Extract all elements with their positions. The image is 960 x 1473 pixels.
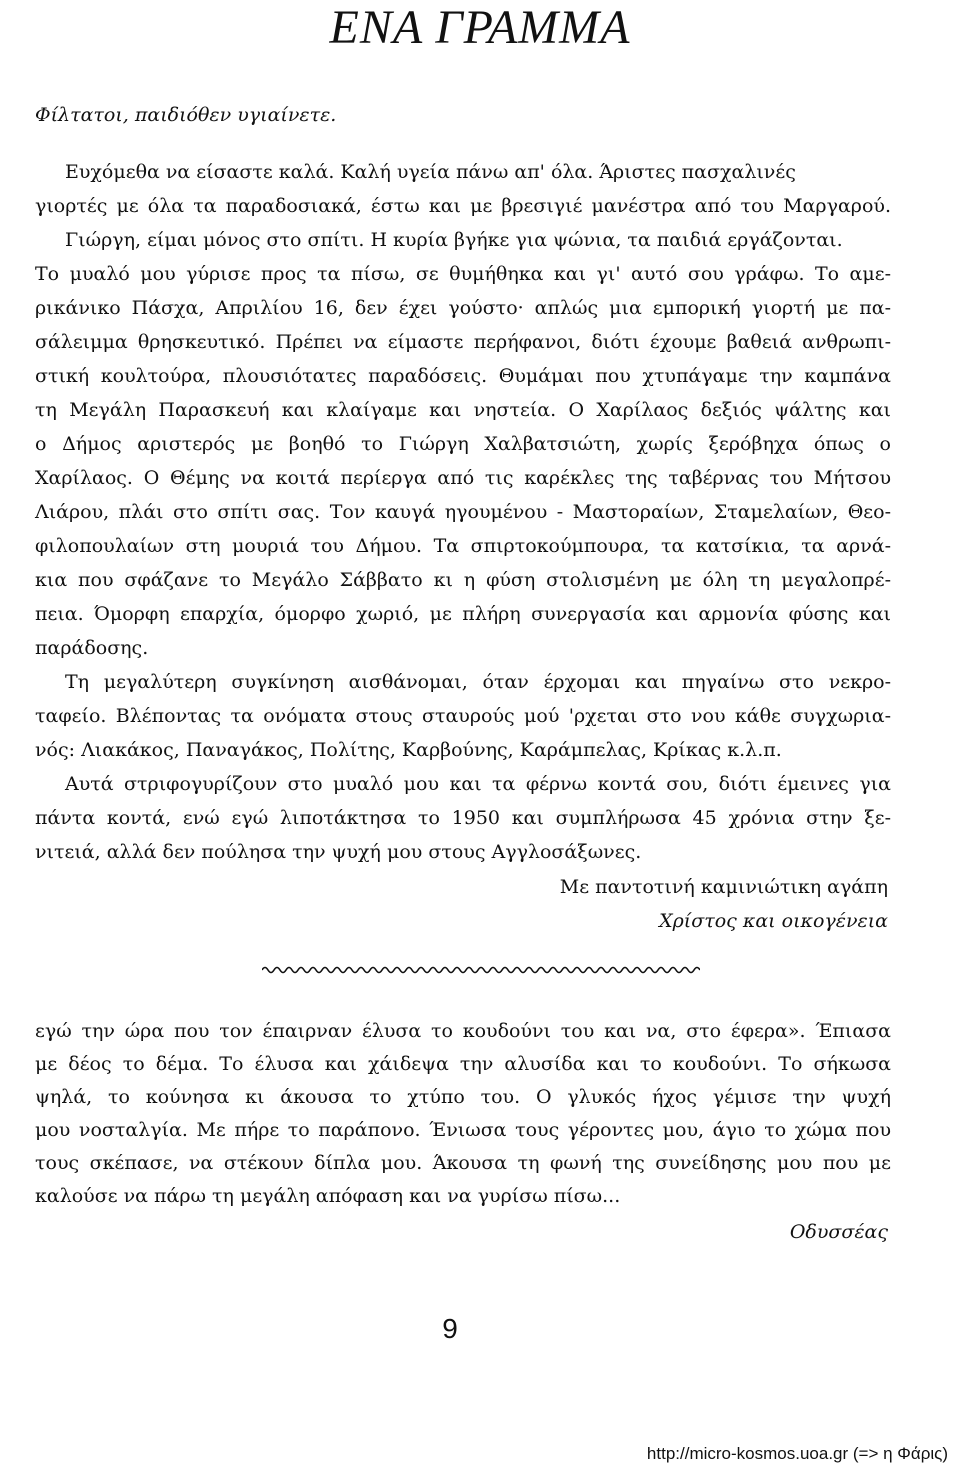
letter-line: Ευχόμεθα να είσαστε καλά. Καλή υγεία πάνω απ' όλα. Άριστες πασχαλινές [65, 161, 796, 183]
letter-line: φιλοπουλαίων στη μουριά του Δήμου. Τα σπιρτοκούμπουρα, τα κατσίκια, τα αρνά- [35, 535, 891, 557]
letter-line: Τη μεγαλύτερη συγκίνηση αισθάνομαι, όταν έρχομαι και πηγαίνω στο νεκρο- [65, 671, 891, 693]
letter-line: ο Δήμος αριστερός με βοηθό το Γιώργη Χαλβατσιώτη, χωρίς ξερόβηχα όπως ο [35, 433, 891, 455]
closing-line: Με παντοτινή καμινιώτικη αγάπη [559, 876, 888, 898]
excerpt-line: ψηλά, το κούνησα κι άκουσα το χτύπο του. Ο γλυκός ήχος γέμισε την ψυχή [35, 1086, 891, 1108]
letter-line: νιτειά, αλλά δεν πούλησα την ψυχή μου στους Αγγλοσάξωνες. [35, 841, 642, 863]
letter-line: τη Μεγάλη Παρασκευή και κλαίγαμε και νηστεία. Ο Χαρίλαος δεξιός ψάλτης και [35, 399, 891, 421]
excerpt-line: μου νοσταλγία. Με πήρε το παράπονο. Ένιωσα τους γέροντες μου, άγιο το χώμα που [35, 1119, 891, 1141]
letter-line: πάντα κοντά, ενώ εγώ λιποτάκτησα το 1950 και συμπλήρωσα 45 χρόνια στην ξε- [35, 807, 891, 829]
letter-line: πεια. Όμορφη επαρχία, όμορφο χωριό, με πλήρη συνεργασία και αρμονία φύσης και [35, 603, 891, 625]
letter-line: ρικάνικο Πάσχα, Απριλίου 16, δεν έχει γούστο· απλώς μια εμπορική γιορτή με πα- [35, 297, 891, 319]
source-footer: http://micro-kosmos.uoa.gr (=> η Φάρις) [646, 1444, 948, 1463]
excerpt-line: τους σκέπασε, να στέκουν δίπλα μου. Άκουσα τη φωνή της συνείδησης μου που με [35, 1152, 891, 1174]
letter-line: σάλειμμα θρησκευτικό. Πρέπει να είμαστε περήφανοι, διότι έχουμε βαθειά ανθρωπι- [35, 331, 891, 353]
excerpt-line: με δέος το δέμα. Το έλυσα και χάιδεψα την αλυσίδα και το κουδούνι. Το σήκωσα [35, 1053, 891, 1075]
letter-line: Το μυαλό μου γύρισε προς τα πίσω, σε θυμήθηκα και γι' αυτό σου γράφω. Το αμε- [35, 263, 891, 285]
letter-line: Αυτά στριφογυρίζουν στο μυαλό μου και τα φέρνω κοντά σου, διότι έμεινες για [65, 773, 891, 795]
excerpt-line: εγώ την ώρα που τον έπαιρναν έλυσα το κουδούνι του και να, στο έφερα». Έπιασα [35, 1020, 891, 1042]
letter-line: γιορτές με όλα τα παραδοσιακά, έστω και με βρεσιγιέ μανέστρα από του Μαργαρού. [35, 195, 891, 217]
wavy-divider [262, 965, 700, 975]
greeting: Φίλτατοι, παιδιόθεν υγιαίνετε. [35, 104, 337, 126]
letter-line: στική κουλτούρα, πλουσιότατες παραδόσεις. Θυμάμαι που χτυπάγαμε την καμπάνα [35, 365, 891, 387]
letter-line: παράδοσης. [35, 637, 149, 659]
letter-line: Χαρίλαος. Ο Θέμης να κοιτά περίεργα από τις καρέκλες της ταβέρνας του Μήτσου [35, 467, 891, 489]
letter-line: ταφείο. Βλέποντας τα ονόματα στους σταυρούς μού 'ρχεται στο νου κάθε συγχωρια- [35, 705, 891, 727]
excerpt-signature: Οδυσσέας [789, 1221, 888, 1243]
page-title: ΕΝΑ ΓΡΑΜΜΑ [329, 1, 631, 54]
excerpt-line: καλούσε να πάρω τη μεγάλη απόφαση και να γυρίσω πίσω... [35, 1185, 621, 1207]
letter-line: Λιάρου, πλάι στο σπίτι σας. Τον καυγά ηγουμένου - Μαστοραίων, Σταμελαίων, Θεο- [35, 501, 891, 523]
letter-line: Γιώργη, είμαι μόνος στο σπίτι. Η κυρία βγήκε για ψώνια, τα παιδιά εργάζονται. [65, 229, 843, 251]
letter-line: κια που σφάζανε το Μεγάλο Σάββατο κι η φύση στολισμένη με όλη τη μεγαλοπρέ- [35, 569, 891, 591]
page-number: 9 [442, 1313, 458, 1344]
letter-line: νός: Λιακάκος, Παναγάκος, Πολίτης, Καρβούνης, Καράμπελας, Κρίκας κ.λ.π. [35, 739, 782, 761]
signature: Χρίστος και οικογένεια [659, 910, 888, 932]
